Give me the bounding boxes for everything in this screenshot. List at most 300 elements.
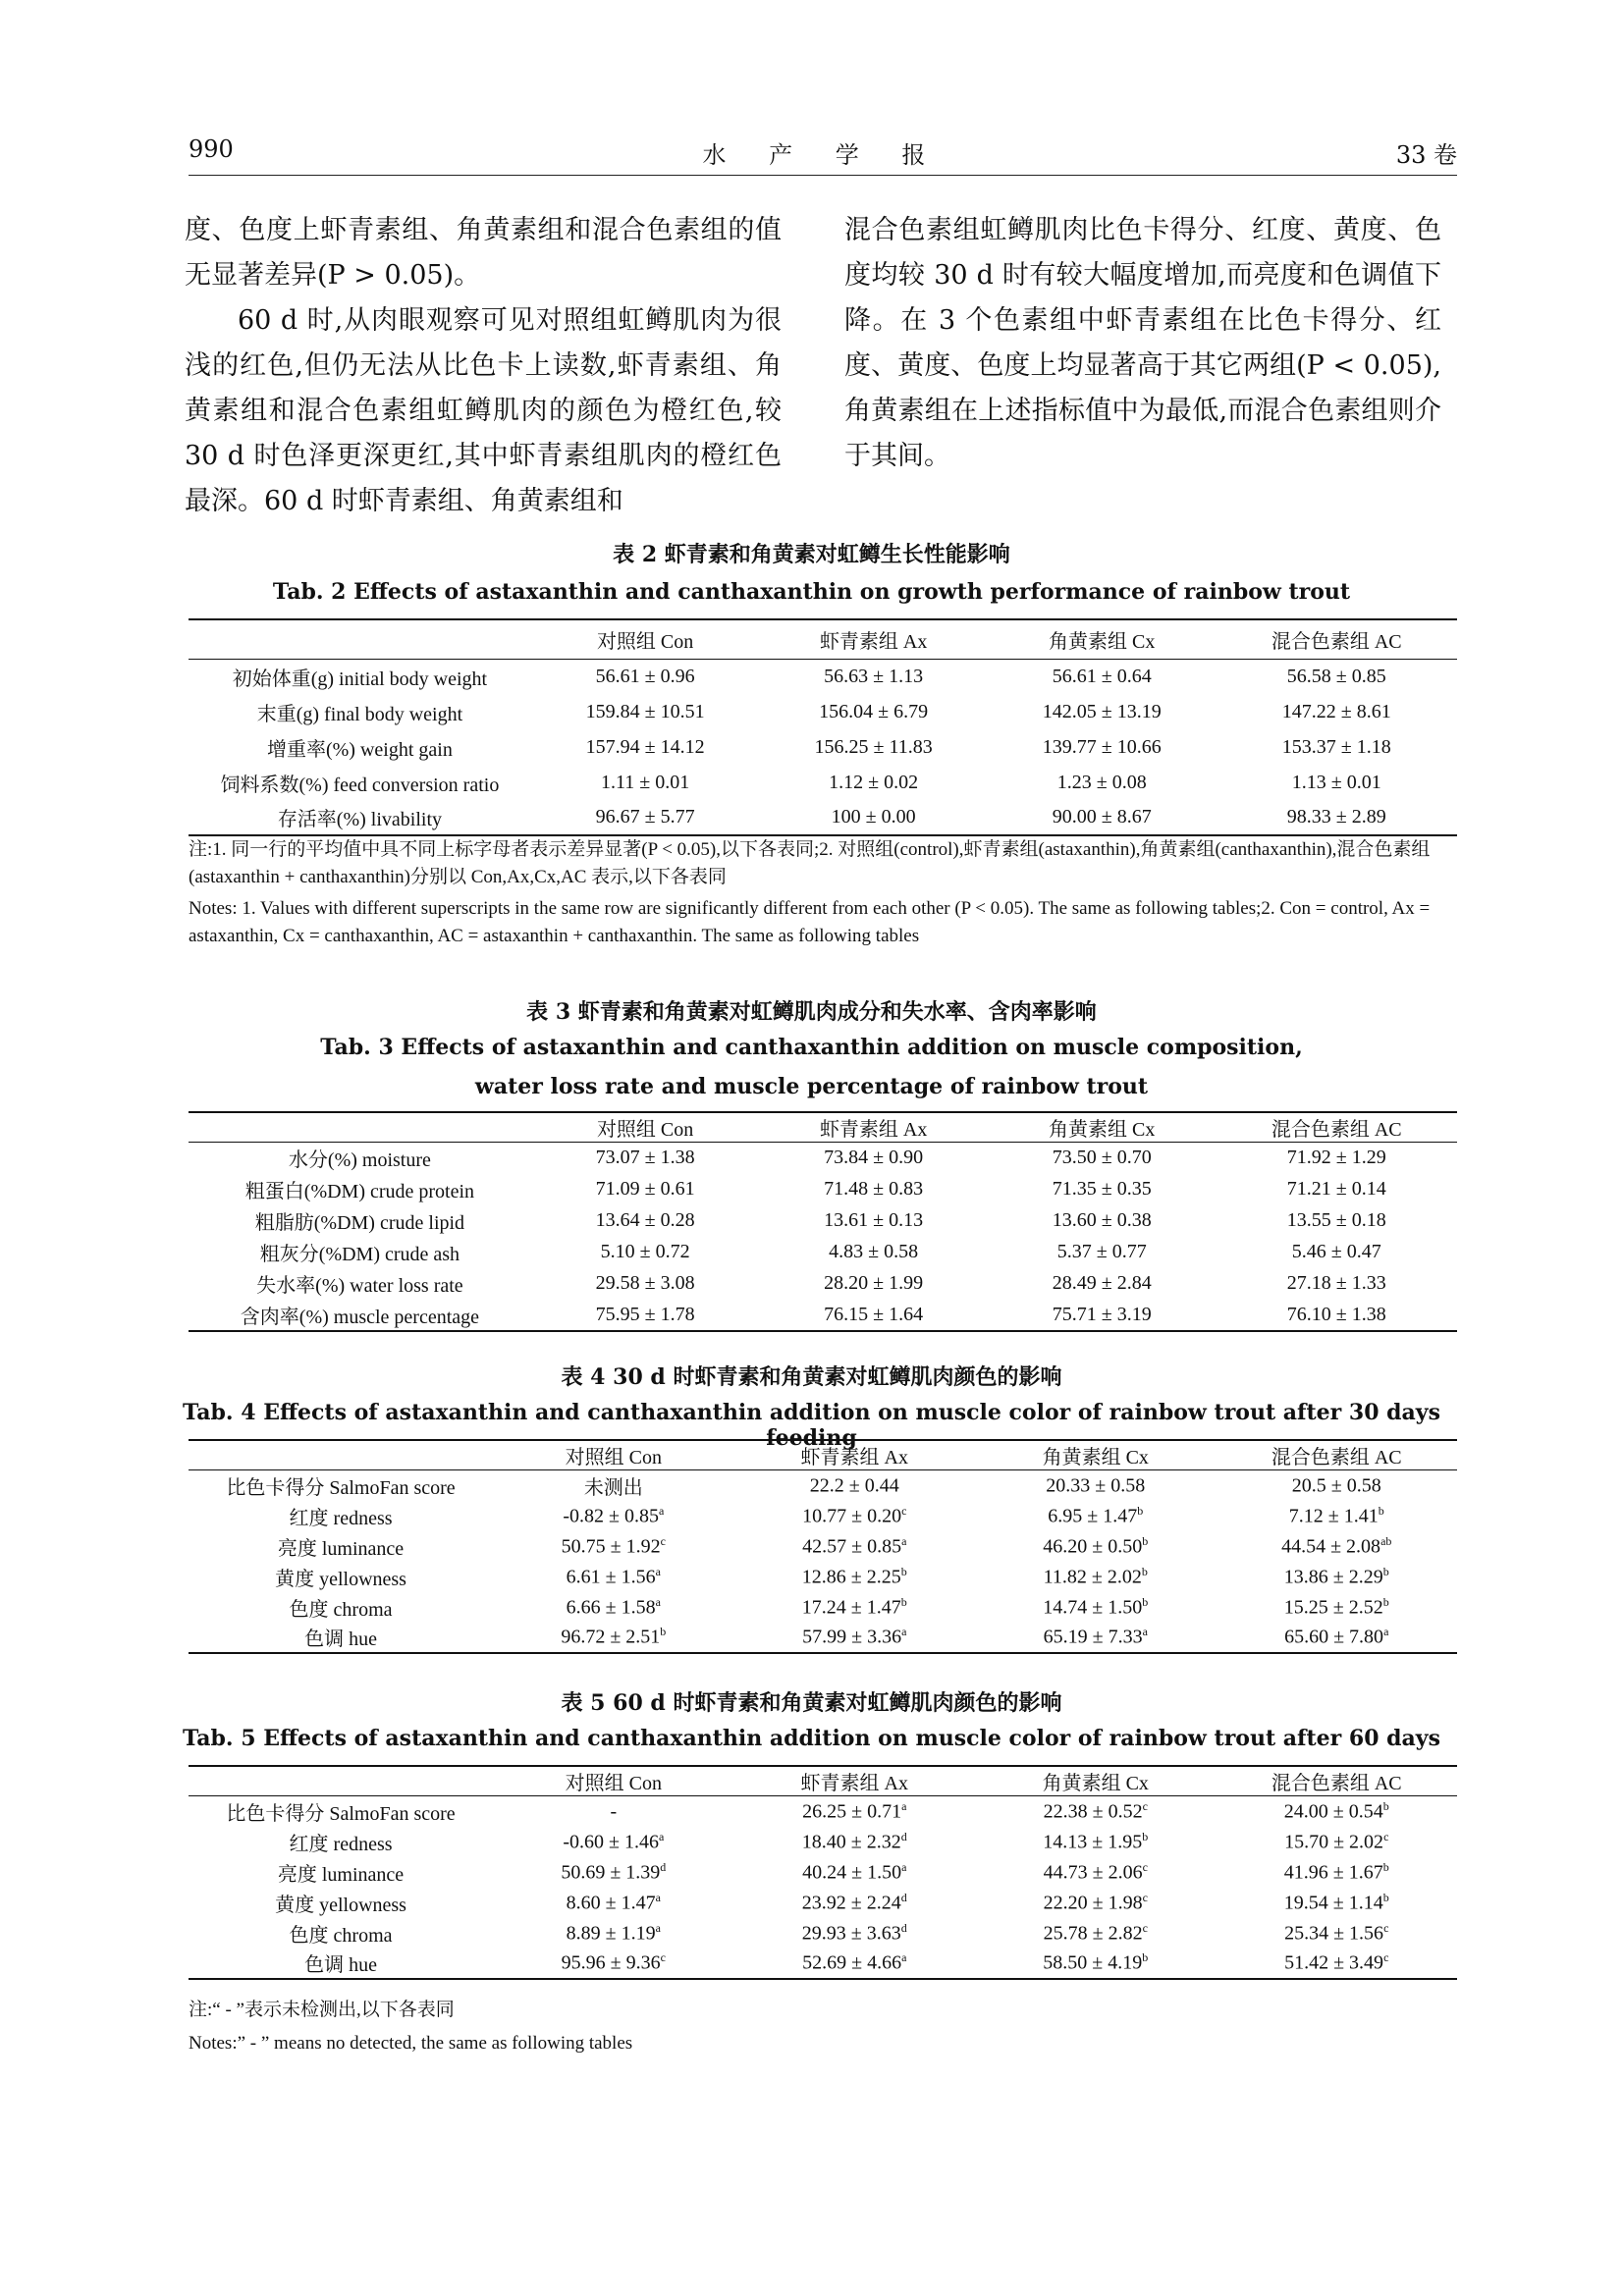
cell-value: 52.69 ± 4.66 (802, 1951, 902, 1974)
table-3-title-en-1: Tab. 3 Effects of astaxanthin and canthaxanthin addition on muscle composition, (320, 1035, 1303, 1060)
cell-value: 56.61 ± 0.96 (595, 665, 695, 687)
cell-value: 24.00 ± 0.54 (1283, 1800, 1383, 1823)
table-cell (734, 1857, 975, 1888)
cell-value: 76.10 ± 1.38 (1286, 1303, 1386, 1325)
cell-value: 26.25 ± 0.71 (802, 1800, 902, 1823)
table-cell (531, 1205, 760, 1237)
cell-value: 25.78 ± 2.82 (1043, 1922, 1143, 1945)
cell-value: 19.54 ± 1.14 (1283, 1892, 1383, 1914)
row-label: 红度 redness (289, 1507, 393, 1529)
table-cell (975, 1623, 1216, 1653)
cell-value: 50.75 ± 1.92 (561, 1535, 661, 1558)
cell-value: 73.84 ± 0.90 (824, 1147, 924, 1169)
significance-superscript: b (1141, 1564, 1148, 1578)
table-cell (493, 1796, 733, 1827)
cell-value: 13.61 ± 0.13 (824, 1209, 924, 1231)
significance-superscript: b (1142, 1533, 1149, 1548)
cell-value: 156.04 ± 6.79 (819, 700, 929, 722)
significance-superscript: b (1142, 1594, 1149, 1609)
significance-superscript: b (900, 1564, 907, 1578)
cell-value: 15.70 ± 2.02 (1284, 1831, 1384, 1853)
cell-value: 71.48 ± 0.83 (824, 1178, 924, 1200)
row-label: 色度 chroma (289, 1598, 393, 1621)
table-cell (975, 1501, 1216, 1531)
table-row (189, 729, 1457, 765)
paragraph: 度、色度上虾青素组、角黄素组和混合色素组的值无显著差异(P > 0.05)。 (185, 215, 782, 291)
table-cell (1216, 1562, 1457, 1592)
significance-superscript: c (1383, 1950, 1389, 1965)
table-cell (1216, 800, 1457, 835)
significance-superscript: d (900, 1829, 907, 1843)
table-cell (734, 1470, 975, 1501)
table-row (189, 1888, 1457, 1918)
table-cell (759, 765, 988, 800)
table-row (189, 1857, 1457, 1888)
table-5-notes (189, 1997, 1455, 2057)
significance-superscript: b (1382, 1564, 1389, 1578)
row-label: 亮度 luminance (277, 1863, 405, 1886)
cell-value: 12.86 ± 2.25 (801, 1566, 901, 1588)
cell-value: 40.24 ± 1.50 (802, 1861, 902, 1884)
table-cell (1216, 1918, 1457, 1949)
cell-value: 1.12 ± 0.02 (829, 771, 919, 793)
row-label: 亮度 luminance (277, 1537, 405, 1560)
cell-value: 13.60 ± 0.38 (1052, 1209, 1152, 1231)
cell-value: 65.19 ± 7.33 (1043, 1626, 1143, 1648)
row-label: 红度 redness (289, 1833, 393, 1855)
significance-superscript: c (1383, 1829, 1389, 1843)
table-cell (1216, 1531, 1457, 1562)
cell-value: 8.89 ± 1.19 (566, 1922, 656, 1945)
row-label: 比色卡得分 SalmoFan score (226, 1802, 456, 1825)
table-cell (493, 1501, 733, 1531)
table-row (189, 1918, 1457, 1949)
significance-superscript: a (901, 1950, 907, 1965)
cell-value: 28.20 ± 1.99 (824, 1272, 924, 1294)
cell-value: 5.46 ± 0.47 (1291, 1241, 1381, 1262)
table-cell (988, 1268, 1217, 1300)
table-cell (531, 1300, 760, 1331)
table-cell (1216, 1888, 1457, 1918)
row-label: 失水率(%) water loss rate (256, 1275, 463, 1297)
cell-value: 17.24 ± 1.47 (801, 1596, 901, 1619)
significance-superscript: c (1383, 1920, 1389, 1935)
cell-value: 23.92 ± 2.24 (801, 1892, 901, 1914)
cell-value: 28.49 ± 2.84 (1052, 1272, 1152, 1294)
table-cell (734, 1949, 975, 1979)
cell-value: 42.57 ± 0.85 (802, 1535, 902, 1558)
table-cell (1216, 1592, 1457, 1623)
table-row (189, 1592, 1457, 1623)
cell-value: 96.67 ± 5.77 (595, 806, 695, 828)
significance-superscript: b (1382, 1594, 1389, 1609)
cell-value: 18.40 ± 2.32 (801, 1831, 901, 1853)
table-cell (734, 1918, 975, 1949)
column-header: 角黄素组 Cx (1049, 1119, 1156, 1141)
significance-superscript: a (1142, 1625, 1148, 1639)
table-cell (759, 729, 988, 765)
table-cell (975, 1918, 1216, 1949)
significance-superscript: d (660, 1859, 667, 1874)
running-header (189, 135, 1457, 176)
significance-superscript: c (660, 1950, 666, 1965)
column-header: 虾青素组 Ax (819, 630, 928, 653)
significance-superscript: a (658, 1503, 665, 1518)
table-row (189, 1174, 1457, 1205)
row-label: 粗灰分(%DM) crude ash (259, 1244, 460, 1265)
table-cell (734, 1796, 975, 1827)
table-cell (988, 1300, 1217, 1331)
significance-superscript: a (901, 1533, 907, 1548)
cell-value: 98.33 ± 2.89 (1286, 806, 1386, 828)
table-3 (189, 1111, 1457, 1332)
table-cell (1216, 1470, 1457, 1501)
table-cell (1216, 1623, 1457, 1653)
column-header: 混合色素组 AC (1271, 1773, 1402, 1794)
table-cell (531, 765, 760, 800)
table-cell (531, 1174, 760, 1205)
table-cell (759, 1268, 988, 1300)
cell-value: 147.22 ± 8.61 (1281, 700, 1391, 722)
cell-value: 159.84 ± 10.51 (585, 700, 705, 722)
table-cell (734, 1888, 975, 1918)
row-label: 比色卡得分 SalmoFan score (226, 1476, 456, 1499)
table-cell (988, 800, 1217, 835)
left-column (185, 208, 782, 524)
table-row (189, 1562, 1457, 1592)
cell-value: 11.82 ± 2.02 (1043, 1566, 1142, 1588)
table-header-row (189, 1440, 1457, 1470)
table-cell (1216, 1300, 1457, 1331)
table-2-notes (189, 836, 1455, 950)
significance-superscript: c (1142, 1859, 1148, 1874)
table-cell (759, 800, 988, 835)
significance-superscript: c (1142, 1890, 1148, 1904)
cell-value: 20.33 ± 0.58 (1046, 1474, 1146, 1497)
significance-superscript: a (901, 1625, 907, 1639)
cell-value: 56.63 ± 1.13 (824, 665, 924, 687)
table-2-title-cn: 表 2 虾青素和角黄素对虹鳟生长性能影响 (613, 542, 1010, 567)
cell-value: 142.05 ± 13.19 (1042, 700, 1162, 722)
table-cell (759, 1174, 988, 1205)
cell-value: 29.93 ± 3.63 (801, 1922, 901, 1945)
significance-superscript: b (1142, 1950, 1149, 1965)
paragraph: 60 d 时,从肉眼观察可见对照组虹鳟肌肉为很浅的红色,但仍无法从比色卡上读数,虾青素组、角黄素组和混合色素组虹鳟肌肉的颜色为橙红色,较 30 d 时色泽更深更红,其中虾青素组肌肉的橙红色最深。60 d 时虾青素组、角黄素组和 (185, 305, 782, 516)
row-label: 存活率(%) livability (277, 809, 443, 830)
column-header: 虾青素组 Ax (819, 1119, 928, 1141)
cell-value: 56.58 ± 0.85 (1286, 665, 1386, 687)
cell-value: 50.69 ± 1.39 (561, 1861, 661, 1884)
table-cell (531, 729, 760, 765)
table-cell (988, 659, 1217, 694)
column-header: 角黄素组 Cx (1049, 630, 1156, 653)
table-cell (988, 694, 1217, 729)
cell-value: 1.13 ± 0.01 (1291, 771, 1381, 793)
significance-superscript: b (1378, 1503, 1384, 1518)
table-cell (975, 1827, 1216, 1857)
table-cell (493, 1531, 733, 1562)
cell-value: 7.12 ± 1.41 (1288, 1505, 1379, 1527)
cell-value: 15.25 ± 2.52 (1283, 1596, 1383, 1619)
table-cell (493, 1623, 733, 1653)
column-header: 虾青素组 Ax (800, 1447, 908, 1468)
cell-value: 8.60 ± 1.47 (566, 1892, 656, 1914)
table-3-title-en-2: water loss rate and muscle percentage of rainbow trout (474, 1074, 1149, 1099)
table-cell (734, 1623, 975, 1653)
significance-superscript: d (900, 1890, 907, 1904)
table-cell (975, 1592, 1216, 1623)
table-cell (988, 1237, 1217, 1268)
row-label: 黄度 yellowness (275, 1568, 406, 1590)
significance-superscript: a (1383, 1625, 1389, 1639)
significance-superscript: c (1142, 1798, 1148, 1813)
column-header: 对照组 Con (565, 1773, 662, 1794)
row-label: 粗蛋白(%DM) crude protein (244, 1181, 475, 1202)
column-header: 角黄素组 Cx (1042, 1773, 1149, 1794)
table-cell (988, 765, 1217, 800)
table-header-row (189, 619, 1457, 659)
cell-value: 4.83 ± 0.58 (829, 1241, 919, 1262)
cell-value: 5.37 ± 0.77 (1056, 1241, 1147, 1262)
table-row (189, 1205, 1457, 1237)
cell-value: 75.71 ± 3.19 (1052, 1303, 1152, 1325)
column-header (189, 619, 531, 659)
volume-label: 33 卷 (1395, 141, 1457, 169)
note-en: Notes: 1. Values with different superscripts in the same row are significantly different from each other (P < 0.05). The same as following tables;2. Con = control, Ax = astaxanthin, Cx = canthaxanthin, AC = astaxanthin + canthaxanthin. The same as following tables (189, 898, 1431, 946)
table-cell (734, 1592, 975, 1623)
page-number: 990 (189, 135, 234, 163)
table-4-title-cn: 表 4 30 d 时虾青素和角黄素对虹鳟肌肉颜色的影响 (561, 1364, 1062, 1390)
table-cell (493, 1888, 733, 1918)
table-cell (759, 1205, 988, 1237)
table-cell (531, 1237, 760, 1268)
table-cell (734, 1562, 975, 1592)
cell-value: 139.77 ± 10.66 (1042, 735, 1162, 758)
row-label: 末重(g) final body weight (256, 703, 463, 725)
cell-value: 71.09 ± 0.61 (595, 1178, 695, 1200)
table-row (189, 1531, 1457, 1562)
table-row (189, 1237, 1457, 1268)
significance-superscript: c (901, 1503, 907, 1518)
note-en: Notes:” - ” means no detected, the same as following tables (189, 2033, 633, 2054)
table-row (189, 1949, 1457, 1979)
significance-superscript: b (1382, 1798, 1389, 1813)
table-cell (734, 1827, 975, 1857)
table-cell (988, 729, 1217, 765)
row-label: 初始体重(g) initial body weight (232, 667, 488, 690)
table-cell (988, 1174, 1217, 1205)
table-row (189, 1827, 1457, 1857)
cell-value: 95.96 ± 9.36 (561, 1951, 661, 1974)
table-row (189, 1796, 1457, 1827)
significance-superscript: a (901, 1798, 907, 1813)
column-header: 混合色素组 AC (1271, 1447, 1402, 1468)
cell-value: 56.61 ± 0.64 (1052, 665, 1152, 687)
column-header: 对照组 Con (596, 1119, 694, 1141)
row-label: 色调 hue (304, 1954, 377, 1976)
cell-value: 51.42 ± 3.49 (1284, 1951, 1384, 1974)
significance-superscript: a (655, 1920, 661, 1935)
column-header: 对照组 Con (565, 1447, 662, 1468)
table-cell (531, 659, 760, 694)
table-cell (1216, 1268, 1457, 1300)
significance-superscript: b (660, 1625, 667, 1639)
table-4-title-en: Tab. 4 Effects of astaxanthin and canthaxanthin addition on muscle color of rainbow trout after 30 days feeding (183, 1400, 1440, 1451)
column-header (189, 1766, 493, 1796)
table-cell (1216, 694, 1457, 729)
cell-value: 25.34 ± 1.56 (1284, 1922, 1384, 1945)
table-row (189, 1623, 1457, 1653)
table-5-title-cn: 表 5 60 d 时虾青素和角黄素对虹鳟肌肉颜色的影响 (561, 1690, 1062, 1716)
cell-value: 75.95 ± 1.78 (595, 1303, 695, 1325)
cell-value: 57.99 ± 3.36 (802, 1626, 902, 1648)
table-row (189, 694, 1457, 729)
cell-value: 46.20 ± 0.50 (1043, 1535, 1143, 1558)
table-cell (975, 1949, 1216, 1979)
row-label: 色度 chroma (289, 1924, 393, 1947)
table-4 (189, 1439, 1457, 1654)
cell-value: -0.82 ± 0.85 (563, 1505, 659, 1527)
table-cell (1216, 1237, 1457, 1268)
table-cell (759, 1300, 988, 1331)
table-cell (1216, 1174, 1457, 1205)
table-cell (1216, 1827, 1457, 1857)
table-cell (493, 1918, 733, 1949)
table-cell (988, 1143, 1217, 1174)
table-cell (988, 1205, 1217, 1237)
cell-value: 100 ± 0.00 (831, 806, 916, 828)
cell-value: 14.74 ± 1.50 (1043, 1596, 1143, 1619)
table-cell (1216, 1857, 1457, 1888)
significance-superscript: c (660, 1533, 666, 1548)
table-header-row (189, 1112, 1457, 1143)
table-cell (531, 800, 760, 835)
table-cell (759, 1237, 988, 1268)
cell-value: 10.77 ± 0.20 (802, 1505, 902, 1527)
cell-value: 6.66 ± 1.58 (566, 1596, 656, 1619)
table-cell (493, 1949, 733, 1979)
table-cell (531, 1268, 760, 1300)
cell-value: 41.96 ± 1.67 (1283, 1861, 1383, 1884)
cell-value: 73.07 ± 1.38 (595, 1147, 695, 1169)
table-cell (759, 694, 988, 729)
table-cell (975, 1470, 1216, 1501)
cell-value: 27.18 ± 1.33 (1286, 1272, 1386, 1294)
table-row (189, 1501, 1457, 1531)
cell-value: 14.13 ± 1.95 (1043, 1831, 1143, 1853)
table-cell (734, 1531, 975, 1562)
table-row (189, 659, 1457, 694)
cell-value: -0.60 ± 1.46 (563, 1831, 659, 1853)
table-cell (734, 1501, 975, 1531)
journal-name: 水 产 学 报 (702, 141, 944, 169)
column-header: 混合色素组 AC (1271, 630, 1402, 653)
cell-value: 44.54 ± 2.08 (1281, 1535, 1381, 1558)
cell-value: 65.60 ± 7.80 (1284, 1626, 1384, 1648)
cell-value: 22.2 ± 0.44 (809, 1474, 899, 1497)
table-row (189, 765, 1457, 800)
significance-superscript: b (900, 1594, 907, 1609)
table-3-title-cn: 表 3 虾青素和角黄素对虹鳟肌肉成分和失水率、含肉率影响 (526, 999, 1097, 1025)
table-row (189, 1470, 1457, 1501)
table-row (189, 800, 1457, 835)
table-row (189, 1143, 1457, 1174)
table-cell (1216, 729, 1457, 765)
cell-value: 22.38 ± 0.52 (1043, 1800, 1143, 1823)
cell-value: 90.00 ± 8.67 (1052, 806, 1152, 828)
row-label: 含肉率(%) muscle percentage (240, 1306, 480, 1328)
table-cell (1216, 1949, 1457, 1979)
table-cell (531, 694, 760, 729)
table-cell (493, 1470, 733, 1501)
cell-value: 71.21 ± 0.14 (1286, 1178, 1386, 1200)
table-5-title-en: Tab. 5 Effects of astaxanthin and canthaxanthin addition on muscle color of rainbow trout after 60 days (183, 1726, 1440, 1751)
table-cell (493, 1827, 733, 1857)
cell-value: 13.86 ± 2.29 (1283, 1566, 1383, 1588)
cell-value: 13.55 ± 0.18 (1286, 1209, 1386, 1231)
significance-superscript: b (1382, 1859, 1389, 1874)
row-label: 色调 hue (304, 1629, 377, 1650)
table-cell (1216, 1796, 1457, 1827)
table-cell (1216, 659, 1457, 694)
cell-value: 6.95 ± 1.47 (1048, 1505, 1138, 1527)
table-cell (493, 1857, 733, 1888)
row-label: 水分(%) moisture (288, 1149, 431, 1172)
cell-value: 44.73 ± 2.06 (1043, 1861, 1143, 1884)
note-cn: 注:1. 同一行的平均值中具不同上标字母者表示差异显著(P < 0.05),以下各表同;2. 对照组(control),虾青素组(astaxanthin),角黄素组(canthaxanthin),混合色素组(astaxanthin + canthaxanthin)分别以 Con,Ax,Cx,AC 表示,以下各表同 (189, 839, 1431, 887)
table-cell (1216, 765, 1457, 800)
column-header (189, 1440, 493, 1470)
cell-value: 6.61 ± 1.56 (566, 1566, 656, 1588)
table-cell (1216, 1143, 1457, 1174)
cell-value: 1.11 ± 0.01 (601, 771, 690, 793)
table-cell (493, 1562, 733, 1592)
significance-superscript: b (1382, 1890, 1389, 1904)
table-row (189, 1300, 1457, 1331)
column-header: 虾青素组 Ax (800, 1773, 908, 1794)
cell-value: 73.50 ± 0.70 (1052, 1147, 1152, 1169)
cell-value: 22.20 ± 1.98 (1043, 1892, 1143, 1914)
right-column (844, 208, 1441, 479)
table-cell (975, 1888, 1216, 1918)
column-header: 对照组 Con (596, 630, 694, 653)
row-label: 粗脂肪(%DM) crude lipid (254, 1212, 465, 1234)
cell-value: 20.5 ± 0.58 (1291, 1474, 1381, 1497)
column-header (189, 1112, 531, 1143)
row-label: 增重率(%) weight gain (266, 738, 453, 761)
table-cell (1216, 1205, 1457, 1237)
table-cell (759, 659, 988, 694)
cell-value: 153.37 ± 1.18 (1281, 735, 1391, 758)
cell-value: 1.23 ± 0.08 (1056, 771, 1147, 793)
cell-value: 96.72 ± 2.51 (561, 1626, 661, 1648)
cell-value: 71.92 ± 1.29 (1286, 1147, 1386, 1169)
table-cell (531, 1143, 760, 1174)
significance-superscript: a (655, 1594, 661, 1609)
significance-superscript: c (1142, 1920, 1148, 1935)
cell-value: 71.35 ± 0.35 (1052, 1178, 1152, 1200)
table-cell (975, 1562, 1216, 1592)
cell-value: 156.25 ± 11.83 (814, 735, 933, 758)
table-cell (975, 1796, 1216, 1827)
paragraph: 混合色素组虹鳟肌肉比色卡得分、红度、黄度、色度均较 30 d 时有较大幅度增加,而亮度和色调值下降。在 3 个色素组中虾青素组在比色卡得分、红度、黄度、色度上均显著高于其它两组(P < 0.05),角黄素组在上述指标值中为最低,而混合色素组则介于其间。 (844, 215, 1441, 471)
table-header-row (189, 1766, 1457, 1796)
cell-value: 76.15 ± 1.64 (824, 1303, 924, 1325)
significance-superscript: d (900, 1920, 907, 1935)
table-cell (975, 1857, 1216, 1888)
cell-value: - (610, 1800, 618, 1823)
significance-superscript: b (1142, 1829, 1149, 1843)
